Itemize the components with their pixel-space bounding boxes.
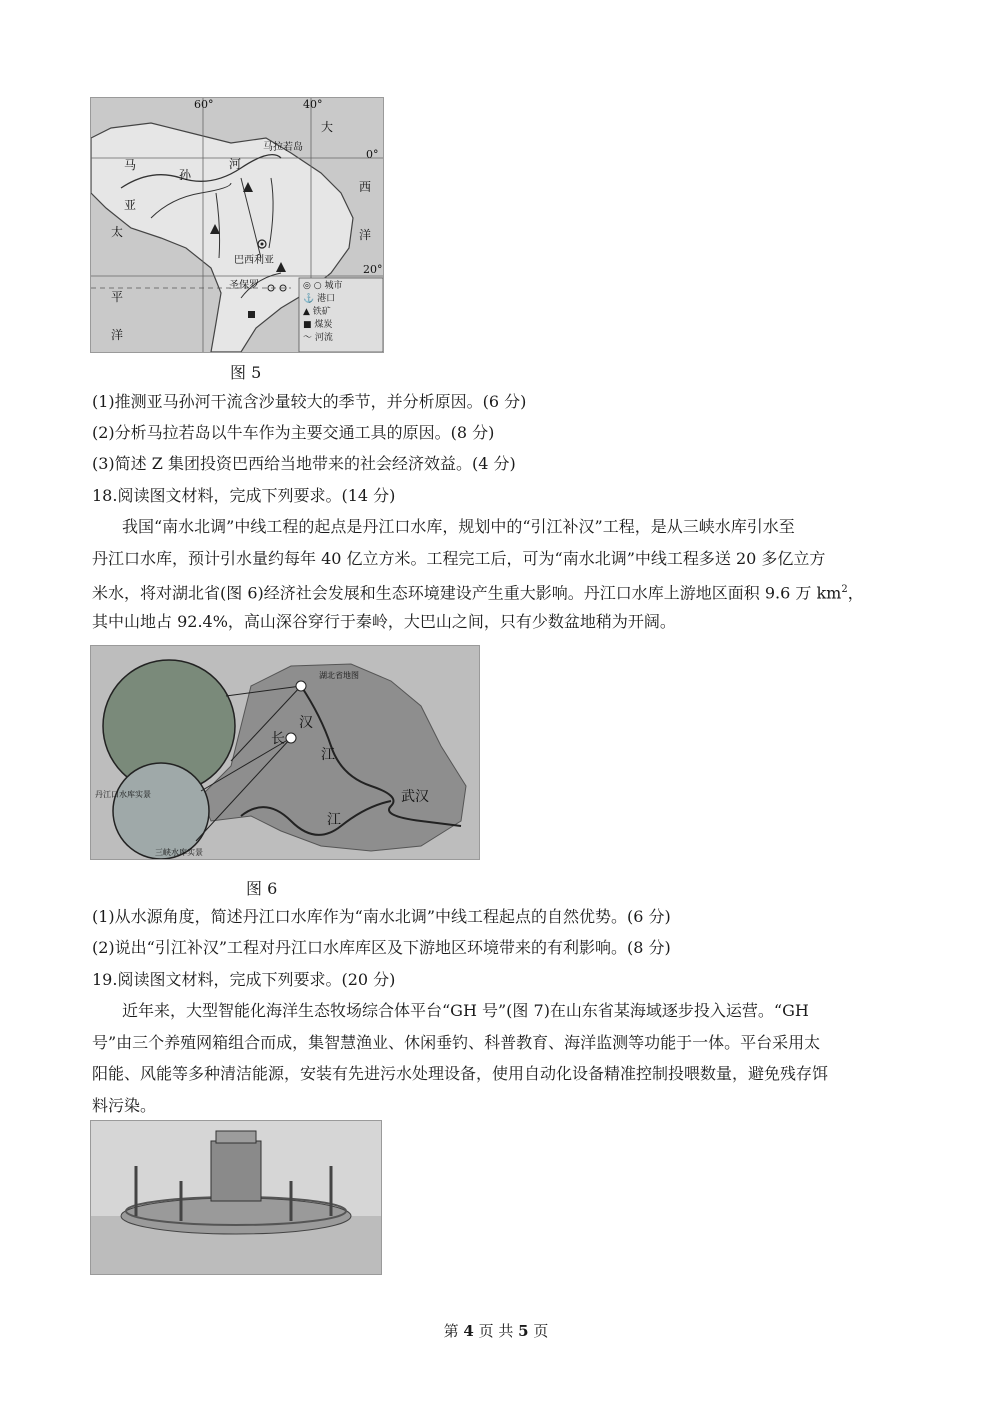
figure-5-caption: 图 5 xyxy=(230,363,262,382)
atlantic-label-1: 大 xyxy=(321,120,334,134)
footer-middle: 页 共 xyxy=(478,1322,514,1340)
q18-para-line-4: 其中山地占 92.4%，高山深谷穿行于秦岭，大巴山之间，只有少数盆地稍为开阔。 xyxy=(92,612,676,631)
q19-title: 19.阅读图文材料，完成下列要求。(20 分) xyxy=(92,970,396,989)
latitude-20-label: 20° xyxy=(363,263,383,276)
q18-para-line-1: 我国“南水北调”中线工程的起点是丹江口水库，规划中的“引江补汉”工程，是从三峡水库引水至 xyxy=(122,517,795,536)
legend-city-symbol: ◎ ○ xyxy=(303,281,322,291)
pacific-label-2: 平 xyxy=(111,290,124,304)
figure-7-platform-photo xyxy=(90,1120,382,1275)
q19-para-line-2: 号”由三个养殖网箱组合而成，集智慧渔业、休闲垂钓、科普教育、海洋监测等功能于一体。平台采用太 xyxy=(92,1033,821,1052)
river-char-ya: 亚 xyxy=(124,198,137,212)
hubei-map-graphic xyxy=(91,646,479,859)
sao-paulo-label: 圣保罗 xyxy=(229,280,259,291)
legend-coal-label: 煤炭 xyxy=(314,320,333,330)
page-footer xyxy=(0,1320,992,1341)
pacific-label-3: 洋 xyxy=(111,328,124,342)
brasilia-label: 巴西利亚 xyxy=(234,255,274,266)
map-legend xyxy=(303,280,381,345)
q18-para-line-3: 米水，将对湖北省(图 6)经济社会发展和生态环境建设产生重大影响。丹江口水库上游地区面积 9.6 万 km xyxy=(92,583,842,603)
footer-prefix: 第 xyxy=(443,1322,459,1340)
legend-port-symbol: ⚓ xyxy=(303,294,315,304)
total-page-number: 5 xyxy=(518,1322,529,1340)
atlantic-label-2: 西 xyxy=(359,180,372,194)
legend-coal-symbol: ■ xyxy=(303,320,312,330)
river-char-he: 河 xyxy=(229,157,242,171)
figure-6-caption: 图 6 xyxy=(246,879,278,898)
legend-item xyxy=(303,319,381,332)
legend-item xyxy=(303,293,381,306)
footer-suffix: 页 xyxy=(533,1322,549,1340)
q18-para-line-3-end: ， xyxy=(847,583,864,603)
q17-item-1: (1)推测亚马孙河干流含沙量较大的季节，并分析原因。(6 分) xyxy=(92,392,527,411)
q18-para-line-3-wrap xyxy=(92,580,864,603)
marajo-island-label: 马拉若岛 xyxy=(263,142,303,153)
q18-item-1: (1)从水源角度，简述丹江口水库作为“南水北调”中线工程起点的自然优势。(6 分) xyxy=(92,907,671,926)
pacific-label-1: 太 xyxy=(111,225,124,239)
legend-river-symbol: 〜 xyxy=(303,333,313,343)
river-char-sun: 孙 xyxy=(179,168,192,182)
legend-item xyxy=(303,332,381,345)
sanxia-photo-label: 三峡水库实景 xyxy=(155,848,203,857)
legend-iron-symbol: ▲ xyxy=(303,307,310,317)
legend-item xyxy=(303,280,381,293)
map-title-label: 湖北省地图 xyxy=(319,671,359,680)
legend-item xyxy=(303,306,381,319)
q18-para-line-2: 丹江口水库，预计引水量约每年 40 亿立方米。工程完工后，可为“南水北调”中线工程多送 20 多亿立方 xyxy=(92,549,826,568)
atlantic-label-3: 洋 xyxy=(359,228,372,242)
legend-city-label: 城市 xyxy=(324,281,343,291)
river-char-ma: 马 xyxy=(124,158,137,172)
current-page-number: 4 xyxy=(463,1322,474,1340)
km-superscript: 2 xyxy=(841,584,848,595)
jiang-label-2: 江 xyxy=(327,812,341,828)
wuhan-label: 武汉 xyxy=(401,789,429,805)
q18-item-2: (2)说出“引江补汉”工程对丹江口水库库区及下游地区环境带来的有利影响。(8 分) xyxy=(92,938,671,957)
legend-iron-label: 铁矿 xyxy=(312,307,331,317)
figure-5-map xyxy=(90,97,384,353)
q19-para-line-1: 近年来，大型智能化海洋生态牧场综合体平台“GH 号”(图 7)在山东省某海域逐步投入运营。“GH xyxy=(122,1001,809,1020)
longitude-40-label: 40° xyxy=(303,98,323,111)
q18-title: 18.阅读图文材料，完成下列要求。(14 分) xyxy=(92,486,396,505)
chang-label: 长 xyxy=(271,731,285,747)
q19-para-line-3: 阳能、风能等多种清洁能源，安装有先进污水处理设备，使用自动化设备精准控制投喂数量，避免残存饵 xyxy=(92,1064,829,1083)
gh-platform-graphic xyxy=(91,1121,381,1274)
han-label: 汉 xyxy=(299,715,313,731)
q19-para-line-4: 料污染。 xyxy=(92,1096,157,1115)
danjiangkou-photo-label: 丹江口水库实景 xyxy=(95,790,151,799)
longitude-60-label: 60° xyxy=(194,98,214,111)
jiang-label-1: 江 xyxy=(321,747,335,763)
figure-6-hubei-map xyxy=(90,645,480,860)
legend-river-label: 河流 xyxy=(314,333,333,343)
latitude-0-label: 0° xyxy=(366,148,379,161)
q17-item-3: (3)简述 Z 集团投资巴西给当地带来的社会经济效益。(4 分) xyxy=(92,454,516,473)
q17-item-2: (2)分析马拉若岛以牛车作为主要交通工具的原因。(8 分) xyxy=(92,423,495,442)
legend-port-label: 港口 xyxy=(317,294,336,304)
